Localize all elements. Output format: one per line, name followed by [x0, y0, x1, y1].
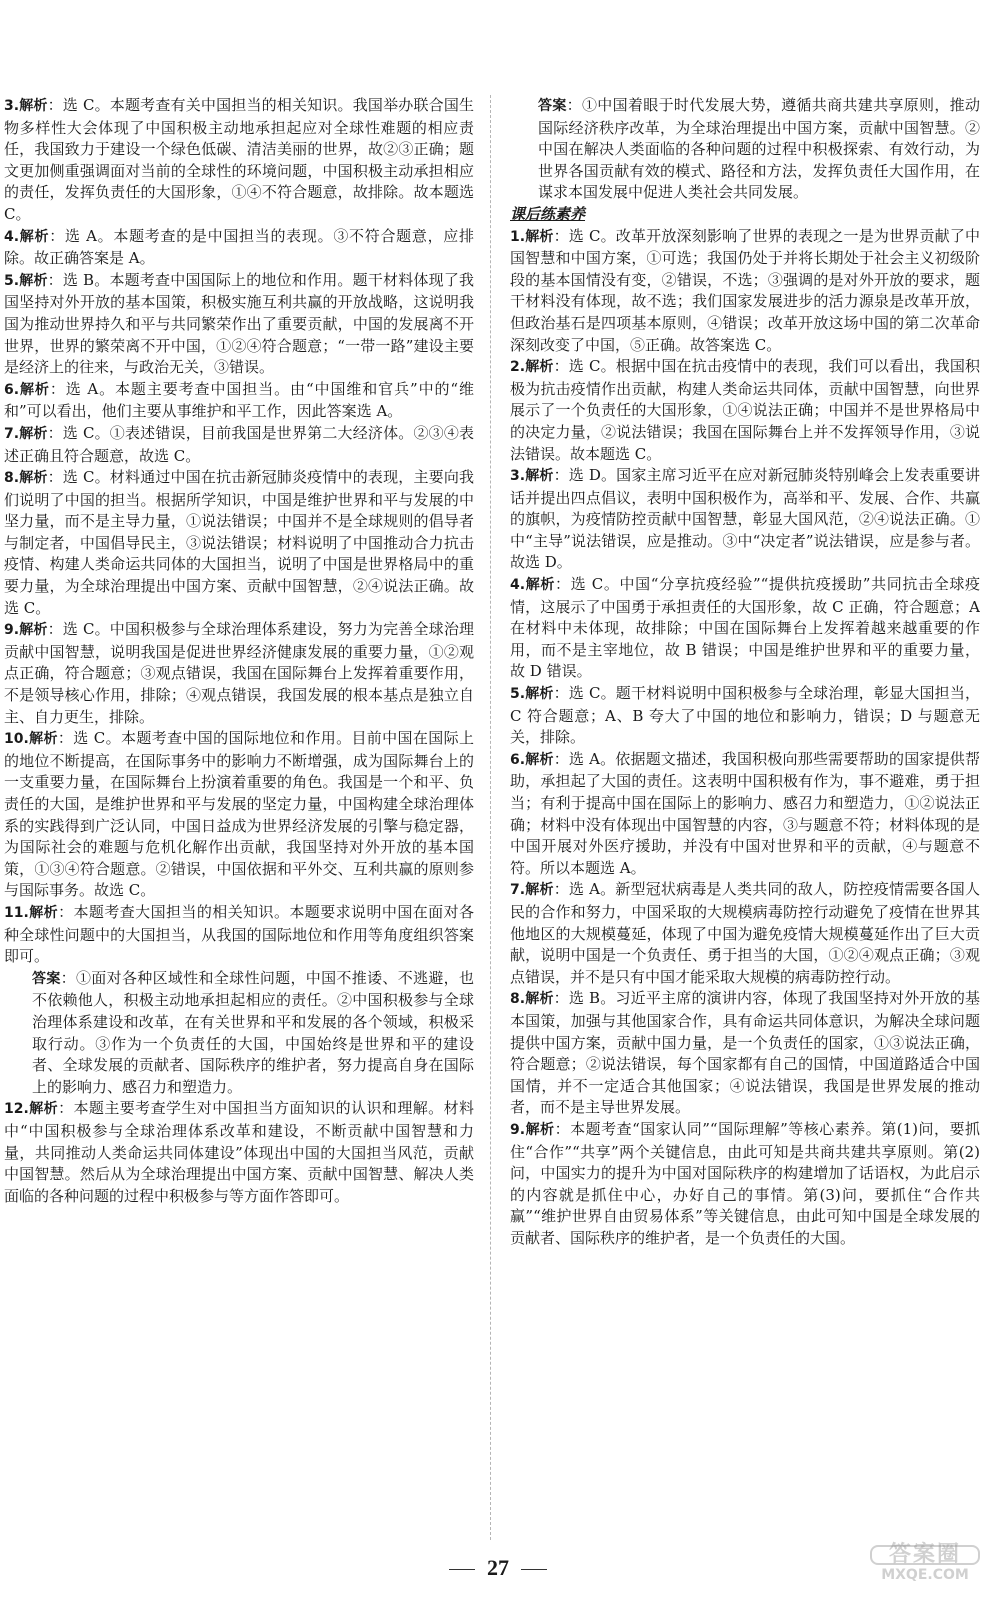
right-column [510, 95, 980, 1545]
question-item [510, 226, 980, 357]
analysis-text: ：选 B。习近平主席的演讲内容，体现了我国坚持对外开放的基本国策，加强与其他国家合作，具有命运共同体意识，为解决全球问题提供中国方案，贡献中国力量，是一个负责任的国家，①③说法正确，符合题意；②说法错误，每个国家都有自己的国情，中国道路适合中国国情，并不一定适合其他国家；④说法错误，我国是世界发展的推动者，而不是主导世界发展。 [510, 989, 980, 1117]
page-number: 27 [487, 1555, 509, 1580]
question-number: 5. [4, 272, 20, 289]
analysis-label: 解析 [525, 468, 554, 485]
watermark-site: MXQE.COM [881, 1567, 969, 1583]
analysis-label: 解析 [19, 425, 48, 442]
analysis-text: ：本题考查“国家认同”“国际理解”等核心素养。第(1)问，要抓住“合作”“共享”两个关键信息，由此可知是共商共建共享原则。第(2)问，中国实力的提升为中国对国际秩序的构建增加了话语权，为此启示的内容就是抓住中心，办好自己的事情。第(3)问，要抓住“合作共赢”“维护世界自由贸易体系”等关键信息，由此可知中国是全球发展的贡献者、国际秩序的维护者，是一个负责任的大国。 [510, 1119, 980, 1247]
analysis-text: ：本题主要考查学生对中国担当方面知识的认识和理解。材料中“中国积极参与全球治理体系改革和建设，不断贡献中国智慧和力量，共同推动人类命运共同体建设”体现出中国的大国担当风范，贡献中国智慧。然后从为全球治理提出中国方案、贡献中国智慧、解决人类面临的各种问题的过程中积极参与等方面作答即可。 [4, 1099, 474, 1205]
analysis-text: ：选 C。中国积极参与全球治理体系建设，努力为完善全球治理贡献中国智慧，说明我国是促进世界经济健康发展的重要力量，①②观点正确，符合题意；③观点错误，我国在国际舞台上发挥着重要作用，不是领导核心作用，排除；④观点错误，我国发展的根本基点是独立自主、自力更生，排除。 [4, 620, 474, 726]
answer-label: 答案 [538, 98, 567, 114]
question-number: 8. [4, 470, 20, 487]
question-item [4, 270, 474, 379]
analysis-label: 解析 [525, 577, 555, 594]
analysis-text: ：选 A。依据题文描述，我国积极向那些需要帮助的国家提供帮助，承担起了大国的责任。这表明中国积极有作为，事不避难，勇于担当；有利于提高中国在国际上的影响力、感召力和塑造力，①②说法正确；材料中没有体现出中国智慧的内容，③与题意不符；材料体现的是中国开展对外医疗援助，并没有中国对世界和平的贡献，④与题意不符。所以本题选 A。 [510, 749, 980, 877]
analysis-label: 解析 [28, 1101, 59, 1118]
question-item [510, 356, 980, 465]
question-number: 11. [4, 904, 29, 921]
right-items [510, 226, 980, 1250]
analysis-label: 解析 [525, 751, 554, 768]
analysis-label: 解析 [19, 228, 50, 245]
left-column [4, 95, 474, 1560]
question-number: 8. [510, 991, 526, 1008]
section-title: 课后练素养 [510, 204, 586, 223]
question-number: 7. [4, 425, 20, 442]
question-number: 9. [510, 1121, 526, 1138]
analysis-label: 解析 [525, 1121, 555, 1138]
analysis-text: ：选 A。新型冠状病毒是人类共同的敌人，防控疫情需要各国人民的合作和努力，中国采取的大规模病毒防控行动避免了疫情在世界其他地区的大规模蔓延，体现了中国为避免疫情大规模蔓延作出了巨大贡献，说明中国是一个负责任、勇于担当的大国，①②④观点正确；③观点错误，并不是只有中国才能采取大规模的病毒防控行动。 [510, 880, 980, 986]
question-item [4, 619, 474, 728]
analysis-text: ：选 C。根据中国在抗击疫情中的表现，我们可以看出，我国积极为抗击疫情作出贡献，构建人类命运共同体，贡献中国智慧，向世界展示了一个负责任的大国形象，①④说法正确；中国并不是世界格局中的决定力量，②说法错误；我国在国际舞台上并不发挥领导作用，③说法错误。故本题选 C。 [510, 357, 980, 463]
analysis-label: 解析 [19, 98, 48, 114]
question-item [510, 749, 980, 880]
answer-block [4, 968, 474, 1099]
watermark-seal: 答案圈 [870, 1545, 980, 1565]
question-item [510, 574, 980, 683]
page-footer [0, 1555, 996, 1581]
question-number: 7. [510, 882, 526, 899]
question-item [4, 728, 474, 902]
analysis-label: 解析 [19, 381, 50, 398]
analysis-text: ：选 C。①表述错误，目前我国是世界第二大经济体。②③④表述正确且符合题意，故选 C。 [4, 423, 474, 465]
answer-text: ：①面对各种区域性和全球性问题，中国不推诿、不逃避，也不依赖他人，积极主动地承担起相应的责任。②中国积极参与全球治理体系建设和改革，在有关世界和平和发展的各个领域，积极采取行动。③作为一个负责任的大国，中国始终是世界和平的建设者、全球发展的贡献者、国际秩序的维护者，努力提高自身在国际上的影响力、感召力和塑造力。 [32, 968, 474, 1096]
analysis-label: 解析 [28, 904, 59, 921]
question-number: 6. [4, 381, 20, 398]
analysis-text: ：选 D。国家主席习近平在应对新冠肺炎特别峰会上发表重要讲话并提出四点倡议，表明中国积极作为，高举和平、发展、合作、共赢的旗帜，为疫情防控贡献中国智慧，彰显大国风范，②④说法正确。①中“主导”说法错误，应是推动。③中“决定者”说法错误，应是参与者。故选 D。 [510, 466, 980, 572]
question-item [4, 902, 474, 968]
analysis-text: ：选 C。本题考查有关中国担当的相关知识。我国举办联合国生物多样性大会体现了中国积极主动地承担起应对全球性难题的相应责任，我国致力于建设一个绿色低碳、清洁美丽的世界，故②③正确；题文更加侧重强调面对当前的全球性的环境问题，中国积极主动承担相应的责任，发挥负责任的大国形象，①④不符合题意，故排除。故本题选 C。 [4, 96, 474, 223]
watermark-logo [870, 1542, 980, 1595]
question-item [510, 465, 980, 574]
question-item [4, 467, 474, 619]
answer-block [510, 95, 980, 204]
question-number: 2. [510, 359, 526, 376]
analysis-label: 解析 [19, 470, 48, 487]
question-number: 4. [510, 577, 526, 594]
question-number: 4. [4, 228, 20, 245]
answer-label: 答案 [32, 970, 61, 987]
question-number: 3. [4, 98, 20, 114]
question-item [4, 1098, 474, 1207]
question-number: 5. [510, 686, 526, 703]
analysis-text: ：选 C。中国“分享抗疫经验”“提供抗疫援助”共同抗击全球疫情，这展示了中国勇于承担责任的大国形象，故 C 正确，符合题意；A 在材料中未体现，故排除；中国在国际舞台上发挥着越来越重要的作用，而不是主宰地位，故 B 错误；中国是维护世界和平的重要力量，故 D 错误。 [510, 575, 980, 681]
question-number: 9. [4, 622, 20, 639]
question-item [4, 423, 474, 467]
question-number: 10. [4, 731, 29, 748]
analysis-label: 解析 [19, 272, 48, 289]
analysis-text: ：选 B。本题考查中国国际上的地位和作用。题干材料体现了我国坚持对外开放的基本国策，积极实施互利共赢的开放战略，这说明我国为推动世界持久和平与共同繁荣作出了重要贡献，中国的发展离不开世界，世界的繁荣离不开中国，①②④符合题意；“一带一路”建设主要是经济上的往来，与政治无关，③错误。 [4, 270, 474, 377]
analysis-text: ：选 A。本题考查的是中国担当的表现。③不符合题意，应排除。故正确答案是 A。 [4, 226, 474, 268]
analysis-label: 解析 [19, 622, 48, 639]
analysis-label: 解析 [525, 991, 554, 1008]
question-number: 12. [4, 1101, 29, 1118]
question-item [4, 226, 474, 270]
question-item [510, 1119, 980, 1250]
analysis-label: 解析 [525, 359, 554, 376]
question-item [510, 988, 980, 1119]
analysis-text: ：选 C。材料通过中国在抗击新冠肺炎疫情中的表现，主要向我们说明了中国的担当。根据所学知识，中国是维护世界和平与发展的中坚力量，而不是主导力量，①说法错误；中国并不是全球规则的倡导者与制定者，中国倡导民主，③说法错误；材料说明了中国推动合力抗击疫情、构建人类命运共同体的大国担当，说明了中国是世界格局中的重要力量，为全球治理提出中国方案、贡献中国智慧，②④说法正确。故选 C。 [4, 468, 474, 617]
question-number: 3. [510, 468, 526, 485]
analysis-label: 解析 [525, 882, 554, 899]
analysis-text: ：选 C。题干材料说明中国积极参与全球治理，彰显大国担当，C 符合题意；A、B 夸大了中国的地位和影响力，错误；D 与题意无关，排除。 [510, 684, 980, 747]
analysis-text: ：选 C。本题考查中国的国际地位和作用。目前中国在国际上的地位不断提高，在国际事务中的影响力不断增强，成为国际舞台上的一支重要力量，在国际舞台上扮演着重要的角色。我国是一个和平、负责任的大国，是维护世界和平与发展的坚定力量，中国构建全球治理体系的实践得到广泛认同，中国日益成为世界经济发展的引擎与稳定器，为国际社会的难题与危机化解作出贡献，我国坚持对外开放的基本国策，①③④符合题意。②错误，中国依据和平外交、互利共赢的原则参与国际事务。故选 C。 [4, 729, 474, 900]
analysis-label: 解析 [525, 686, 554, 703]
analysis-label: 解析 [525, 228, 554, 245]
question-item [510, 879, 980, 988]
column-divider [490, 95, 491, 1540]
analysis-text: ：本题考查大国担当的相关知识。本题要求说明中国在面对各种全球性问题中的大国担当，从我国的国际地位和作用等角度组织答案即可。 [4, 902, 474, 966]
question-number: 1. [510, 228, 526, 245]
answer-text: ：①中国着眼于时代发展大势，遵循共商共建共享原则，推动国际经济秩序改革，为全球治理提出中国方案，贡献中国智慧。②中国在解决人类面临的各种问题的过程中积极探索、有效行动，为世界各国贡献有效的模式、路径和方法，发挥负责任大国作用，在谋求本国发展中促进人类社会共同发展。 [538, 96, 980, 202]
question-item [4, 379, 474, 423]
analysis-label: 解析 [28, 731, 58, 748]
question-number: 6. [510, 751, 526, 768]
question-item [510, 683, 980, 749]
footer-dash-left [449, 1569, 475, 1570]
footer-dash-right [521, 1569, 547, 1570]
analysis-text: ：选 A。本题主要考查中国担当。由“中国维和官兵”中的“维和”可以看出，他们主要从事维护和平工作，因此答案选 A。 [4, 379, 474, 421]
question-item [4, 95, 474, 226]
analysis-text: ：选 C。改革开放深刻影响了世界的表现之一是为世界贡献了中国智慧和中国方案，①可选；我国仍处于并将长期处于社会主义初级阶段的基本国情没有变，②错误，不选；③强调的是对外开放的要求，题干材料没有体现，故不选；我们国家发展进步的活力源泉是改革开放，但政治基石是四项基本原则，④错误；改革开放这场中国的第二次革命深刻改变了中国，⑤正确。故答案选 C。 [510, 226, 980, 354]
